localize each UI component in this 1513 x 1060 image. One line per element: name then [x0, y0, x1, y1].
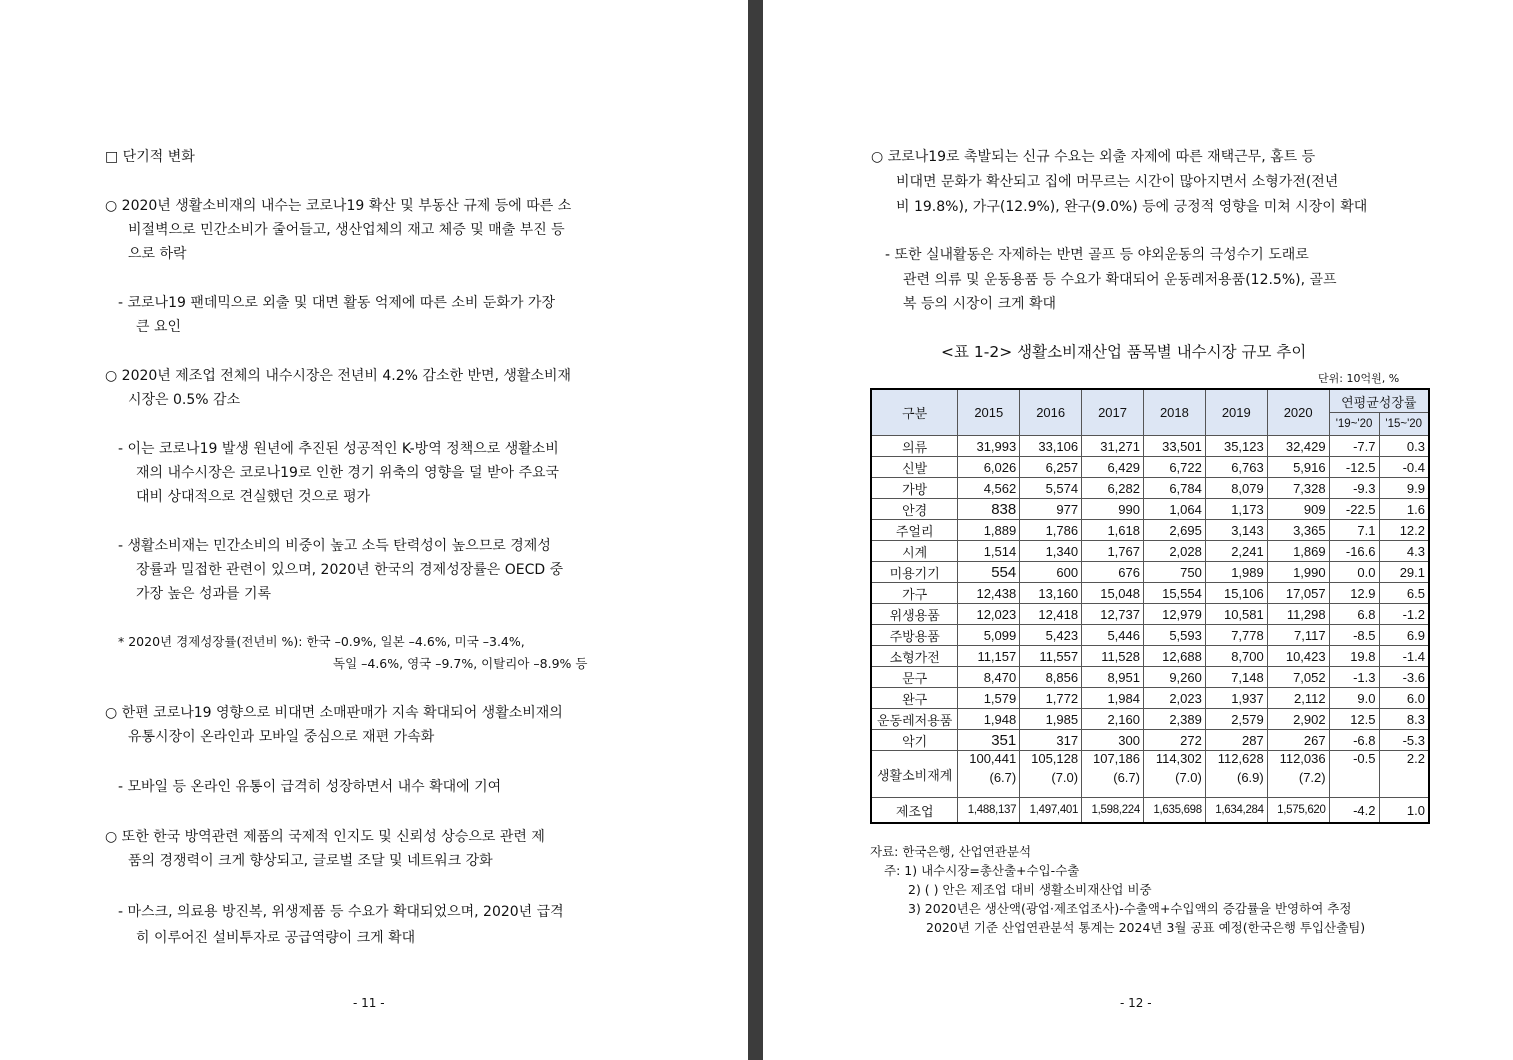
total-share: (6.7) [989, 770, 1017, 785]
body-line: 큰 요인 [136, 319, 182, 335]
table-caption: <표 1-2> 생활소비재산업 품목별 내수시장 규모 추이 [941, 343, 1307, 361]
table-notes [870, 842, 1365, 937]
table-cell: 1,889 [958, 520, 1020, 541]
body-line: 비절벽으로 민간소비가 줄어들고, 생산업체의 재고 체증 및 매출 부진 등 [128, 222, 565, 238]
body-line: 시장은 0.5% 감소 [128, 392, 241, 408]
row-label: 안경 [871, 499, 958, 520]
table-body [871, 436, 1429, 824]
total-row [871, 751, 1429, 798]
body-line: 가장 높은 성과를 기록 [136, 586, 272, 602]
table-cell: 0.0 [1329, 562, 1379, 583]
footnote-line: 독일 –4.6%, 영국 –9.7%, 이탈리아 –8.9% 등 [333, 656, 588, 671]
table-cell: 33,106 [1020, 436, 1082, 457]
manufacturing-cell: 1,634,284 [1205, 798, 1267, 824]
header-growth-col: '19~'20 [1329, 413, 1379, 436]
table-cell: 12,418 [1020, 604, 1082, 625]
table-cell: 5,446 [1082, 625, 1144, 646]
table-cell: 6.5 [1379, 583, 1429, 604]
body-line: 재의 내수시장은 코로나19로 인한 경기 위축의 영향을 덜 받아 주요국 [136, 465, 560, 481]
table-cell: -8.5 [1329, 625, 1379, 646]
table-cell: 750 [1143, 562, 1205, 583]
total-value: -0.5 [1353, 751, 1376, 766]
table-cell: 8,470 [958, 667, 1020, 688]
row-label: 시계 [871, 541, 958, 562]
table-cell: 15,554 [1143, 583, 1205, 604]
table-cell: 7,117 [1267, 625, 1329, 646]
table-cell: 6,026 [958, 457, 1020, 478]
table-cell: 6,784 [1143, 478, 1205, 499]
table-cell: 5,423 [1020, 625, 1082, 646]
table-cell: 6.0 [1379, 688, 1429, 709]
table-cell: 10,423 [1267, 646, 1329, 667]
manufacturing-cell: 1,575,620 [1267, 798, 1329, 824]
row-label: 가구 [871, 583, 958, 604]
table-row [871, 604, 1429, 625]
table-cell: 1,579 [958, 688, 1020, 709]
table-row [871, 688, 1429, 709]
row-label: 의류 [871, 436, 958, 457]
manufacturing-row [871, 798, 1429, 824]
table-cell: -3.6 [1379, 667, 1429, 688]
table-cell: 1,618 [1082, 520, 1144, 541]
table-cell: 32,429 [1267, 436, 1329, 457]
table-cell: 8.3 [1379, 709, 1429, 730]
body-line: 비 19.8%), 가구(12.9%), 완구(9.0%) 등에 긍정적 영향을 미쳐 시장이 확대 [896, 199, 1368, 215]
table-cell: 287 [1205, 730, 1267, 751]
body-line: 대비 상대적으로 견실했던 것으로 평가 [136, 489, 371, 505]
table-cell: 12,737 [1082, 604, 1144, 625]
table-cell: 6,282 [1082, 478, 1144, 499]
table-cell: 12.2 [1379, 520, 1429, 541]
header-year: 2020 [1267, 389, 1329, 436]
total-value: 107,186 [1092, 751, 1140, 766]
table-cell: 29.1 [1379, 562, 1429, 583]
table-row [871, 562, 1429, 583]
table-cell: 11,557 [1020, 646, 1082, 667]
table-cell: -22.5 [1329, 499, 1379, 520]
table-cell: 31,993 [958, 436, 1020, 457]
total-cell [958, 751, 1020, 798]
table-cell: 1,767 [1082, 541, 1144, 562]
table-row [871, 499, 1429, 520]
table-cell: 1.6 [1379, 499, 1429, 520]
table-cell: 12.9 [1329, 583, 1379, 604]
table-cell: 7,328 [1267, 478, 1329, 499]
body-line: ○ 코로나19로 촉발되는 신규 수요는 외출 자제에 따른 재택근무, 홈트 등 [871, 149, 1316, 165]
body-line: 품의 경쟁력이 크게 향상되고, 글로벌 조달 및 네트워크 강화 [128, 853, 493, 869]
table-cell: 676 [1082, 562, 1144, 583]
row-label: 운동레저용품 [871, 709, 958, 730]
note-source: 자료: 한국은행, 산업연관분석 [870, 844, 1032, 859]
total-cell [1020, 751, 1082, 798]
table-cell: 33,501 [1143, 436, 1205, 457]
table-cell: 2,241 [1205, 541, 1267, 562]
table-cell: 8,700 [1205, 646, 1267, 667]
body-line: - 이는 코로나19 발생 원년에 추진된 성공적인 K-방역 정책으로 생활소비 [118, 441, 559, 457]
body-line: - 코로나19 팬데믹으로 외출 및 대면 활동 억제에 따른 소비 둔화가 가장 [118, 295, 555, 311]
table-cell: 5,916 [1267, 457, 1329, 478]
page-gutter [748, 0, 763, 1060]
table-cell: 12.5 [1329, 709, 1379, 730]
note-line: 주: 1) 내수시장=총산출+수입-수출 [884, 863, 1080, 878]
total-value: 112,036 [1279, 751, 1326, 766]
table-cell: 6,257 [1020, 457, 1082, 478]
page-number: - 11 - [353, 996, 385, 1010]
body-line: - 모바일 등 온라인 유통이 급격히 성장하면서 내수 확대에 기여 [118, 779, 502, 795]
table-cell: -1.4 [1379, 646, 1429, 667]
table-cell: 600 [1020, 562, 1082, 583]
row-label: 위생용품 [871, 604, 958, 625]
table-row [871, 667, 1429, 688]
body-line: 으로 하락 [128, 246, 187, 262]
table-cell: 3,365 [1267, 520, 1329, 541]
table-cell: 5,574 [1020, 478, 1082, 499]
header-year: 2017 [1082, 389, 1144, 436]
header-category: 구분 [871, 389, 958, 436]
total-cell [1143, 751, 1205, 798]
table-cell: 12,979 [1143, 604, 1205, 625]
manufacturing-label: 제조업 [871, 798, 958, 824]
manufacturing-cell: 1,598,224 [1082, 798, 1144, 824]
table-cell: -6.8 [1329, 730, 1379, 751]
table-row [871, 646, 1429, 667]
table-cell: 4.3 [1379, 541, 1429, 562]
total-cell [1082, 751, 1144, 798]
table-cell: 317 [1020, 730, 1082, 751]
table-cell: 9,260 [1143, 667, 1205, 688]
table-row [871, 520, 1429, 541]
table-cell: 300 [1082, 730, 1144, 751]
total-share: (7.2) [1298, 770, 1326, 785]
table-cell: -9.3 [1329, 478, 1379, 499]
table-cell: 11,157 [958, 646, 1020, 667]
table-cell: 909 [1267, 499, 1329, 520]
total-value: 105,128 [1031, 751, 1079, 766]
table-cell: 5,593 [1143, 625, 1205, 646]
table-cell: -5.3 [1379, 730, 1429, 751]
table-cell: 977 [1020, 499, 1082, 520]
table-cell: 2,112 [1267, 688, 1329, 709]
table-cell: 2,902 [1267, 709, 1329, 730]
table-cell: 2,579 [1205, 709, 1267, 730]
table-cell: 11,528 [1082, 646, 1144, 667]
total-cell [1329, 751, 1379, 798]
table-cell: 12,688 [1143, 646, 1205, 667]
table-row [871, 625, 1429, 646]
body-line: 관련 의류 및 운동용품 등 수요가 확대되어 운동레저용품(12.5%), 골프 [903, 272, 1337, 288]
page-number: - 12 - [1120, 996, 1152, 1010]
table-cell: 13,160 [1020, 583, 1082, 604]
row-label: 미용기기 [871, 562, 958, 583]
table-cell: 1,937 [1205, 688, 1267, 709]
table-row [871, 730, 1429, 751]
total-cell [1205, 751, 1267, 798]
table-cell: 2,028 [1143, 541, 1205, 562]
table-cell: -1.3 [1329, 667, 1379, 688]
table-cell: 2,695 [1143, 520, 1205, 541]
table-cell: 6.8 [1329, 604, 1379, 625]
table-cell: 351 [958, 730, 1020, 751]
table-cell: 7,148 [1205, 667, 1267, 688]
table-cell: 267 [1267, 730, 1329, 751]
table-cell: 1,869 [1267, 541, 1329, 562]
section-heading: □ 단기적 변화 [105, 149, 195, 165]
header-year: 2016 [1020, 389, 1082, 436]
manufacturing-cell: 1,497,401 [1020, 798, 1082, 824]
header-year: 2015 [958, 389, 1020, 436]
table-cell: 2,160 [1082, 709, 1144, 730]
table-cell: 1,786 [1020, 520, 1082, 541]
note-line: 3) 2020년은 생산액(광업·제조업조사)-수출액+수입액의 증감률을 반영하여 추정 [908, 901, 1352, 916]
table-cell: 12,438 [958, 583, 1020, 604]
table-cell: 1,772 [1020, 688, 1082, 709]
table-cell: 9.9 [1379, 478, 1429, 499]
table-cell: 19.8 [1329, 646, 1379, 667]
table-cell: 1,989 [1205, 562, 1267, 583]
total-share: (6.7) [1113, 770, 1140, 785]
table-cell: 838 [958, 499, 1020, 520]
table-cell: 1,948 [958, 709, 1020, 730]
table-cell: 35,123 [1205, 436, 1267, 457]
table-row [871, 583, 1429, 604]
table-cell: 1,984 [1082, 688, 1144, 709]
table-cell: 11,298 [1267, 604, 1329, 625]
table-cell: 554 [958, 562, 1020, 583]
table-cell: 7.1 [1329, 520, 1379, 541]
table-cell: 9.0 [1329, 688, 1379, 709]
table-cell: 8,856 [1020, 667, 1082, 688]
table-row [871, 709, 1429, 730]
body-line: 유통시장이 온라인과 모바일 중심으로 재편 가속화 [128, 729, 435, 745]
table-cell: 7,778 [1205, 625, 1267, 646]
header-growth-group: 연평균성장률 [1329, 389, 1429, 413]
page-11 [0, 0, 748, 1060]
table-row [871, 457, 1429, 478]
table-cell: 1,064 [1143, 499, 1205, 520]
table-cell: 990 [1082, 499, 1144, 520]
table-cell: 1,514 [958, 541, 1020, 562]
table-cell: -1.2 [1379, 604, 1429, 625]
total-cell [1379, 751, 1429, 798]
table-cell: 5,099 [958, 625, 1020, 646]
table-cell: -16.6 [1329, 541, 1379, 562]
table-cell: 6.9 [1379, 625, 1429, 646]
total-share: (6.9) [1237, 770, 1264, 785]
table-cell: 15,048 [1082, 583, 1144, 604]
total-label: 생활소비재계 [871, 751, 958, 798]
page-12 [763, 0, 1513, 1060]
manufacturing-cell: 1,488,137 [958, 798, 1020, 824]
table-cell: 15,106 [1205, 583, 1267, 604]
total-value: 100,441 [969, 751, 1017, 766]
body-line: - 마스크, 의료용 방진복, 위생제품 등 수요가 확대되었으며, 2020년 급격 [118, 904, 564, 920]
table-cell: 272 [1143, 730, 1205, 751]
table-unit: 단위: 10억원, % [1318, 372, 1400, 385]
total-cell [1267, 751, 1329, 798]
header-year: 2018 [1143, 389, 1205, 436]
total-value: 114,302 [1155, 751, 1202, 766]
table-cell: 7,052 [1267, 667, 1329, 688]
body-line: 장률과 밀접한 관련이 있으며, 2020년 한국의 경제성장률은 OECD 중 [136, 562, 564, 578]
table-cell: 8,079 [1205, 478, 1267, 499]
table-cell: 1,173 [1205, 499, 1267, 520]
table-cell: 2,023 [1143, 688, 1205, 709]
body-line: 히 이루어진 설비투자로 공급역량이 크게 확대 [136, 930, 416, 946]
table-cell: 12,023 [958, 604, 1020, 625]
table-cell: 10,581 [1205, 604, 1267, 625]
total-share: (7.0) [1175, 770, 1202, 785]
body-line: ○ 2020년 생활소비재의 내수는 코로나19 확산 및 부동산 규제 등에 따른 소 [105, 198, 572, 214]
body-line: ○ 또한 한국 방역관련 제품의 국제적 인지도 및 신뢰성 상승으로 관련 제 [105, 829, 545, 845]
table-cell: 3,143 [1205, 520, 1267, 541]
total-value: 112,628 [1217, 751, 1264, 766]
header-year: 2019 [1205, 389, 1267, 436]
market-size-table [870, 388, 1430, 824]
table-cell: 0.3 [1379, 436, 1429, 457]
table-row [871, 436, 1429, 457]
note-line: 2020년 기준 산업연관분석 통계는 2024년 3월 공표 예정(한국은행 투입산출팀) [926, 920, 1366, 935]
table-cell: 31,271 [1082, 436, 1144, 457]
table-cell: 6,763 [1205, 457, 1267, 478]
total-share: (7.0) [1051, 770, 1079, 785]
manufacturing-cell: -4.2 [1329, 798, 1379, 824]
table-cell: 6,722 [1143, 457, 1205, 478]
table-cell: 1,990 [1267, 562, 1329, 583]
table-cell: 8,951 [1082, 667, 1144, 688]
total-value: 2.2 [1406, 751, 1425, 766]
body-line: - 또한 실내활동은 자제하는 반면 골프 등 야외운동의 극성수기 도래로 [885, 247, 1309, 263]
body-line: 복 등의 시장이 크게 확대 [903, 296, 1057, 312]
table-cell: 17,057 [1267, 583, 1329, 604]
table-row [871, 541, 1429, 562]
manufacturing-cell: 1.0 [1379, 798, 1429, 824]
body-line: - 생활소비재는 민간소비의 비중이 높고 소득 탄력성이 높으므로 경제성 [118, 538, 551, 554]
row-label: 문구 [871, 667, 958, 688]
table-cell: -12.5 [1329, 457, 1379, 478]
row-label: 주얼리 [871, 520, 958, 541]
row-label: 가방 [871, 478, 958, 499]
body-line: 비대면 문화가 확산되고 집에 머무르는 시간이 많아지면서 소형가전(전년 [896, 174, 1339, 190]
body-line: ○ 한편 코로나19 영향으로 비대면 소매판매가 지속 확대되어 생활소비재의 [105, 705, 563, 721]
table-cell: 1,340 [1020, 541, 1082, 562]
row-label: 신발 [871, 457, 958, 478]
table-cell: -7.7 [1329, 436, 1379, 457]
table-cell: 1,985 [1020, 709, 1082, 730]
row-label: 주방용품 [871, 625, 958, 646]
table-cell: 6,429 [1082, 457, 1144, 478]
manufacturing-cell: 1,635,698 [1143, 798, 1205, 824]
row-label: 소형가전 [871, 646, 958, 667]
footnote-line: * 2020년 경제성장률(전년비 %): 한국 –0.9%, 일본 –4.6%, 미국 –3.4%, [118, 634, 525, 649]
header-growth-col: '15~'20 [1379, 413, 1429, 436]
table-cell: 2,389 [1143, 709, 1205, 730]
row-label: 악기 [871, 730, 958, 751]
note-line: 2) ( ) 안은 제조업 대비 생활소비재산업 비중 [908, 882, 1152, 897]
table-cell: 4,562 [958, 478, 1020, 499]
table-row [871, 478, 1429, 499]
row-label: 완구 [871, 688, 958, 709]
table-cell: -0.4 [1379, 457, 1429, 478]
body-line: ○ 2020년 제조업 전체의 내수시장은 전년비 4.2% 감소한 반면, 생활소비재 [105, 368, 572, 384]
